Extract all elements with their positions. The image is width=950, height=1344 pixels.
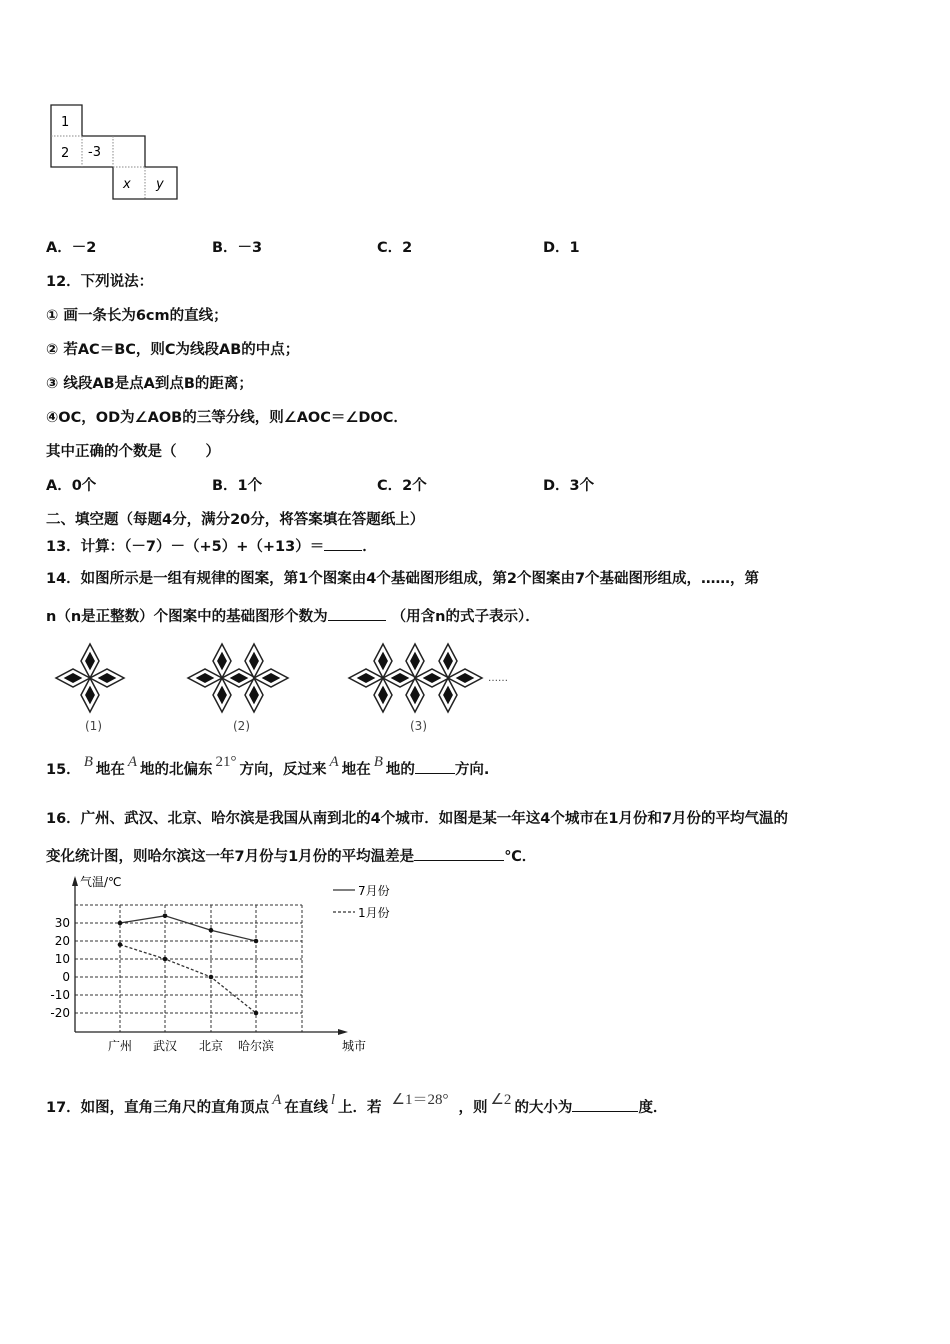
x-tick-label: 广州 [107,1039,133,1053]
q15-text: 地在 [341,762,371,778]
q15-text: 地在 [95,762,125,778]
net-cell-1: 1 [61,115,70,130]
q11-option-c: C．2 [377,240,413,256]
q16-line-2 [46,845,536,866]
answer-blank[interactable] [328,608,386,621]
q16-line-1: 16．广州、武汉、北京、哈尔滨是我国从南到北的4个城市．如图是某一年这4个城市在1月份和7月份的平均气温的 [46,811,789,827]
net-cell-x: x [123,177,131,192]
q15-text: 方向，反过来 [239,762,327,778]
section-2-heading: 二、填空题（每题4分，满分20分，将答案填在答题纸上） [46,512,425,528]
pattern-label: (1) [85,719,102,733]
q14-line-2 [46,605,540,626]
q15 [46,754,490,779]
data-point [118,921,123,926]
q12-option-d: D．3个 [543,478,595,494]
series-line-july [120,916,256,941]
legend-label: 1月份 [358,906,390,920]
q13-text: 13．计算：（－7）－（+5）+（+13）＝ [46,539,325,555]
q15-point-b: B [373,754,383,770]
q16-text-a: 变化统计图，则哈尔滨这一年7月份与1月份的平均温差是 [46,849,415,865]
cube-net-figure [50,104,180,202]
q15-text: 方向. [454,762,490,778]
data-point [254,939,259,944]
q15-point-b: B [83,754,93,770]
q13 [46,535,377,556]
q17-text: 度． [638,1100,668,1116]
q12-item-3: ③ 线段AB是点A到点B的距离； [46,376,253,392]
answer-blank[interactable] [572,1099,638,1112]
q17-text: 上．若 [338,1100,382,1116]
q11-option-d: D．1 [543,240,580,256]
q12-item-1: ① 画一条长为6cm的直线； [46,308,228,324]
pattern-figures [40,640,540,740]
q17-text: 17．如图，直角三角尺的直角顶点 [46,1100,270,1116]
data-point [118,942,123,947]
q17 [46,1092,668,1117]
q17-angle-1: ∠1＝28° [391,1092,449,1108]
q15-angle: 21° [215,754,237,770]
x-tick-label: 武汉 [152,1039,178,1053]
series-line-january [120,945,256,1013]
q11-option-a: A．－2 [46,240,97,256]
net-cell-2: 2 [61,146,70,161]
y-tick-label: 20 [54,934,70,948]
net-cell-3: -3 [88,145,101,160]
y-axis-label: 气温/℃ [80,875,122,889]
q15-point-a: A [329,754,339,770]
x-axis-arrow [338,1029,348,1035]
q12-item-4: ④OC，OD为∠AOB的三等分线，则∠AOC＝∠DOC． [46,410,408,426]
x-axis-label: 城市 [342,1039,367,1053]
answer-blank[interactable] [414,848,504,861]
q12-option-a: A．0个 [46,478,97,494]
temperature-line-chart [40,870,420,1060]
q15-text: 地的 [385,762,415,778]
data-point [209,928,214,933]
q13-end: ． [362,539,377,555]
y-tick-label: 0 [62,970,70,984]
q17-text: 在直线 [284,1100,328,1116]
q11-option-b: B．－3 [212,240,263,256]
q12-option-b: B．1个 [212,478,263,494]
pattern-label: (3) [410,719,427,733]
q12-item-2: ② 若AC＝BC，则C为线段AB的中点； [46,342,300,358]
x-tick-label: 北京 [198,1039,224,1053]
q16-text-b: ℃． [504,849,537,865]
data-point [209,975,214,980]
q12-stem: 12．下列说法： [46,274,154,290]
q15-num: 15． [46,762,81,778]
y-tick-label: 10 [54,952,70,966]
q14-line-1: 14．如图所示是一组有规律的图案，第1个图案由4个基础图形组成，第2个图案由7个基础图形组成，……，第 [46,571,760,587]
pattern-label: (2) [233,719,250,733]
answer-blank[interactable] [415,761,455,774]
q15-point-a: A [127,754,138,770]
y-axis-arrow [72,876,78,886]
legend-label: 7月份 [358,884,390,898]
q17-line-l: l [330,1092,336,1108]
q17-text: ，则 [458,1100,488,1116]
q14-text-a: n（n是正整数）个图案中的基础图形个数为 [46,609,328,625]
y-tick-label: -10 [50,988,70,1002]
net-cell-y: y [156,177,164,192]
q12-option-c: C．2个 [377,478,427,494]
q17-angle-2: ∠2 [490,1092,512,1108]
y-tick-label: 30 [54,916,70,930]
q17-point-a: A [272,1092,282,1108]
x-tick-label: 哈尔滨 [237,1039,275,1053]
data-point [254,1011,259,1016]
q17-text: 的大小为 [514,1100,573,1116]
q12-question: 其中正确的个数是（ ） [46,444,220,460]
data-point [163,914,168,919]
answer-blank[interactable] [324,538,362,551]
q14-text-b: （用含n的式子表示）． [391,609,540,625]
pattern-ellipsis: …… [488,673,508,684]
y-tick-label: -20 [50,1006,70,1020]
data-point [163,957,168,962]
q15-text: 地的北偏东 [140,762,213,778]
